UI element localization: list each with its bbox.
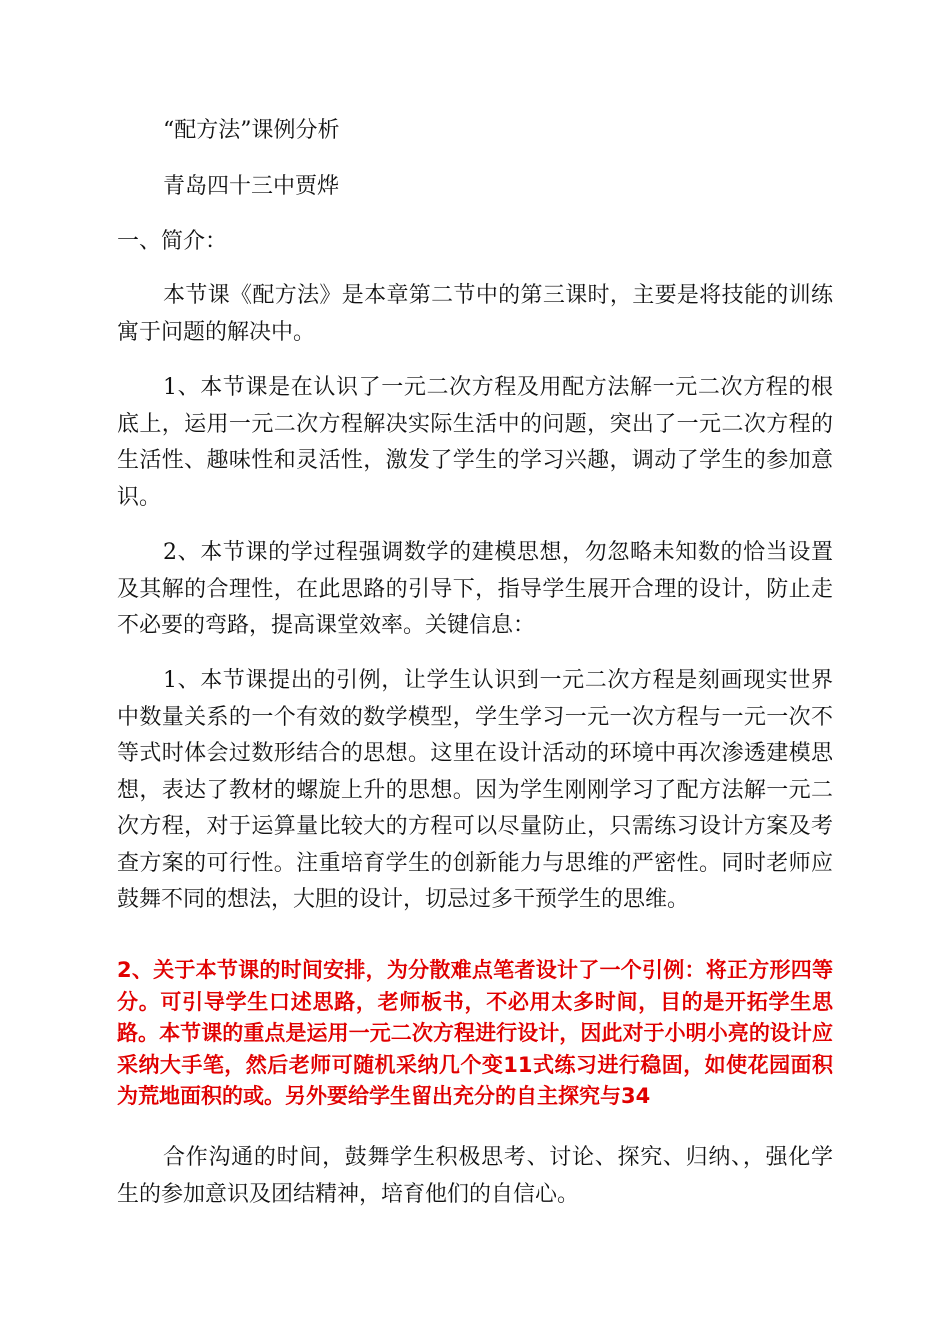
- document-title: “配方法”课例分析: [163, 118, 340, 143]
- intro-paragraph: 本节课《配方法》是本章第二节中的第三课时，主要是将技能的训练寓于问题的解决中。: [117, 283, 833, 345]
- body-paragraph-3: 1、本节课提出的引例，让学生认识到一元二次方程是刻画现实世界中数量关系的一个有效的数学模型，学生学习一元一次方程与一元一次不等式时体会过数形结合的思想。这里在设计活动的环境中再次渗透建模思想，表达了教材的螺旋上升的思想。因为学生刚刚学习了配方法解一元二次方程，对于运算量比较大的方程可以尽量防止，只需练习设计方案及考查方案的可行性。注重培育学生的创新能力与思维的严密性。同时老师应鼓舞不同的想法，大胆的设计，切忌过多干预学生的思维。: [117, 668, 833, 912]
- document-author: 青岛四十三中贾烨: [163, 174, 340, 199]
- body-paragraph-1: 1、本节课是在认识了一元二次方程及用配方法解一元二次方程的根底上，运用一元二次方程解决实际生活中的问题，突出了一元二次方程的生活性、趣味性和灵活性，激发了学生的学习兴趣，调动了学生的参加意识。: [117, 375, 833, 510]
- body-paragraph-2: 2、本节课的学过程强调数学的建模思想，勿忽略未知数的恰当设置及其解的合理性，在此思路的引导下，指导学生展开合理的设计，防止走不必要的弯路，提高课堂效率。关键信息：: [117, 540, 833, 638]
- highlighted-paragraph: 2、关于本节课的时间安排，为分散难点笔者设计了一个引例：将正方形四等分。可引导学生口述思路，老师板书，不必用太多时间，目的是开拓学生思路。本节课的重点是运用一元二次方程进行设计，因此对于小明小亮的设计应采纳大手笔，然后老师可随机采纳几个变11式练习进行稳固，如使花园面积为荒地面积的或。另外要给学生留出充分的自主探究与34: [117, 958, 833, 1108]
- closing-paragraph: 合作沟通的时间，鼓舞学生积极思考、讨论、探究、归纳、，强化学生的参加意识及团结精神，培育他们的自信心。: [117, 1145, 833, 1207]
- section-heading: 一、简介：: [117, 229, 228, 254]
